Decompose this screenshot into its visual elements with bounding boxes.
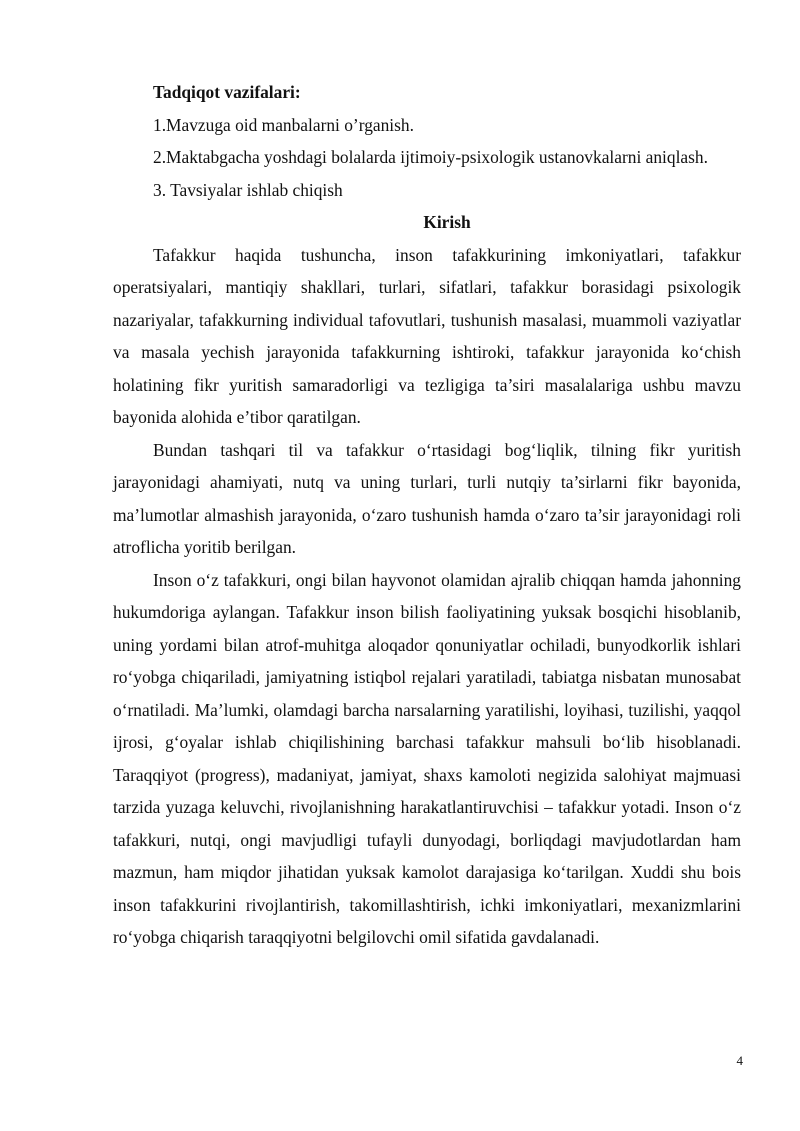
task-item-1: 1.Mavzuga oid manbalarni o’rganish.	[153, 114, 414, 135]
paragraph-2: Bundan tashqari til va tafakkur o‘rtasidagi bog‘liqlik, tilning fikr yuritish jarayonidagi ahamiyati, nutq va uning turlari, turli nutqiy ta’sirlarni fikr bayonida, ma’lumotlar almashish jarayonida, o‘zaro tushunish hamda o‘zaro ta’sir jarayonidagi roli atroflicha yoritib berilgan.	[113, 439, 741, 557]
task-item-2: 2.Maktabgacha yoshdagi bolalarda ijtimoiy-psixologik ustanovkalarni aniqlash.	[153, 147, 708, 167]
page-number: 4	[736, 1053, 743, 1068]
tasks-heading: Tadqiqot vazifalari:	[153, 82, 301, 102]
section-title: Kirish	[423, 212, 471, 232]
paragraph-1: Tafakkur haqida tushuncha, inson tafakkurining imkoniyatlari, tafakkur operatsiyalari, mantiqiy shakllari, turlari, sifatlari, tafakkur borasidagi psixologik nazariyalar, tafakkurning individual tafovutlari, tushunish masalasi, muammoli vaziyatlar va masala yechish jarayonida tafakkurning ishtiroki, tafakkur jarayonida ko‘chish holatining fikr yuritish samaradorligi va tezligiga ta’siri masalalariga ushbu mavzu bayonida alohida e’tibor qaratilgan.	[113, 244, 741, 427]
page-content	[113, 76, 741, 954]
task-item-3: 3. Tavsiyalar ishlab chiqish	[153, 179, 343, 200]
paragraph-3: Inson o‘z tafakkuri, ongi bilan hayvonot olamidan ajralib chiqqan hamda jahonning hukumdoriga aylangan. Tafakkur inson bilish faoliyatining yuksak bosqichi hisoblanib, uning yordami bilan atrof-muhitga aloqador qonuniyatlar ochiladi, bunyodkorlik ishlari ro‘yobga chiqariladi, jamiyatning istiqbol rejalari yaratiladi, tabiatga nisbatan munosabat o‘rnatiladi. Ma’lumki, olamdagi barcha narsalarning yaratilishi, loyihasi, tuzilishi, yaqqol ijrosi, g‘oyalar ishlab chiqilishining barchasi tafakkur mahsuli bo‘lib hisoblanadi. Taraqqiyot (progress), madaniyat, jamiyat, shaxs kamoloti negizida salohiyat majmuasi tarzida yuzaga keluvchi, rivojlanishning harakatlantiruvchisi – tafakkur yotadi. Inson o‘z tafakkuri, nutqi, ongi mavjudligi tufayli dunyodagi, borliqdagi mavjudotlardan ham mazmun, ham miqdor jihatidan yuksak kamolot darajasiga ko‘tarilgan. Xuddi shu bois inson tafakkurini rivojlantirish, takomillashtirish, ichki imkoniyatlari, mexanizmlarini ro‘yobga chiqarish taraqqiyotni belgilovchi omil sifatida gavdalanadi.	[113, 569, 741, 947]
